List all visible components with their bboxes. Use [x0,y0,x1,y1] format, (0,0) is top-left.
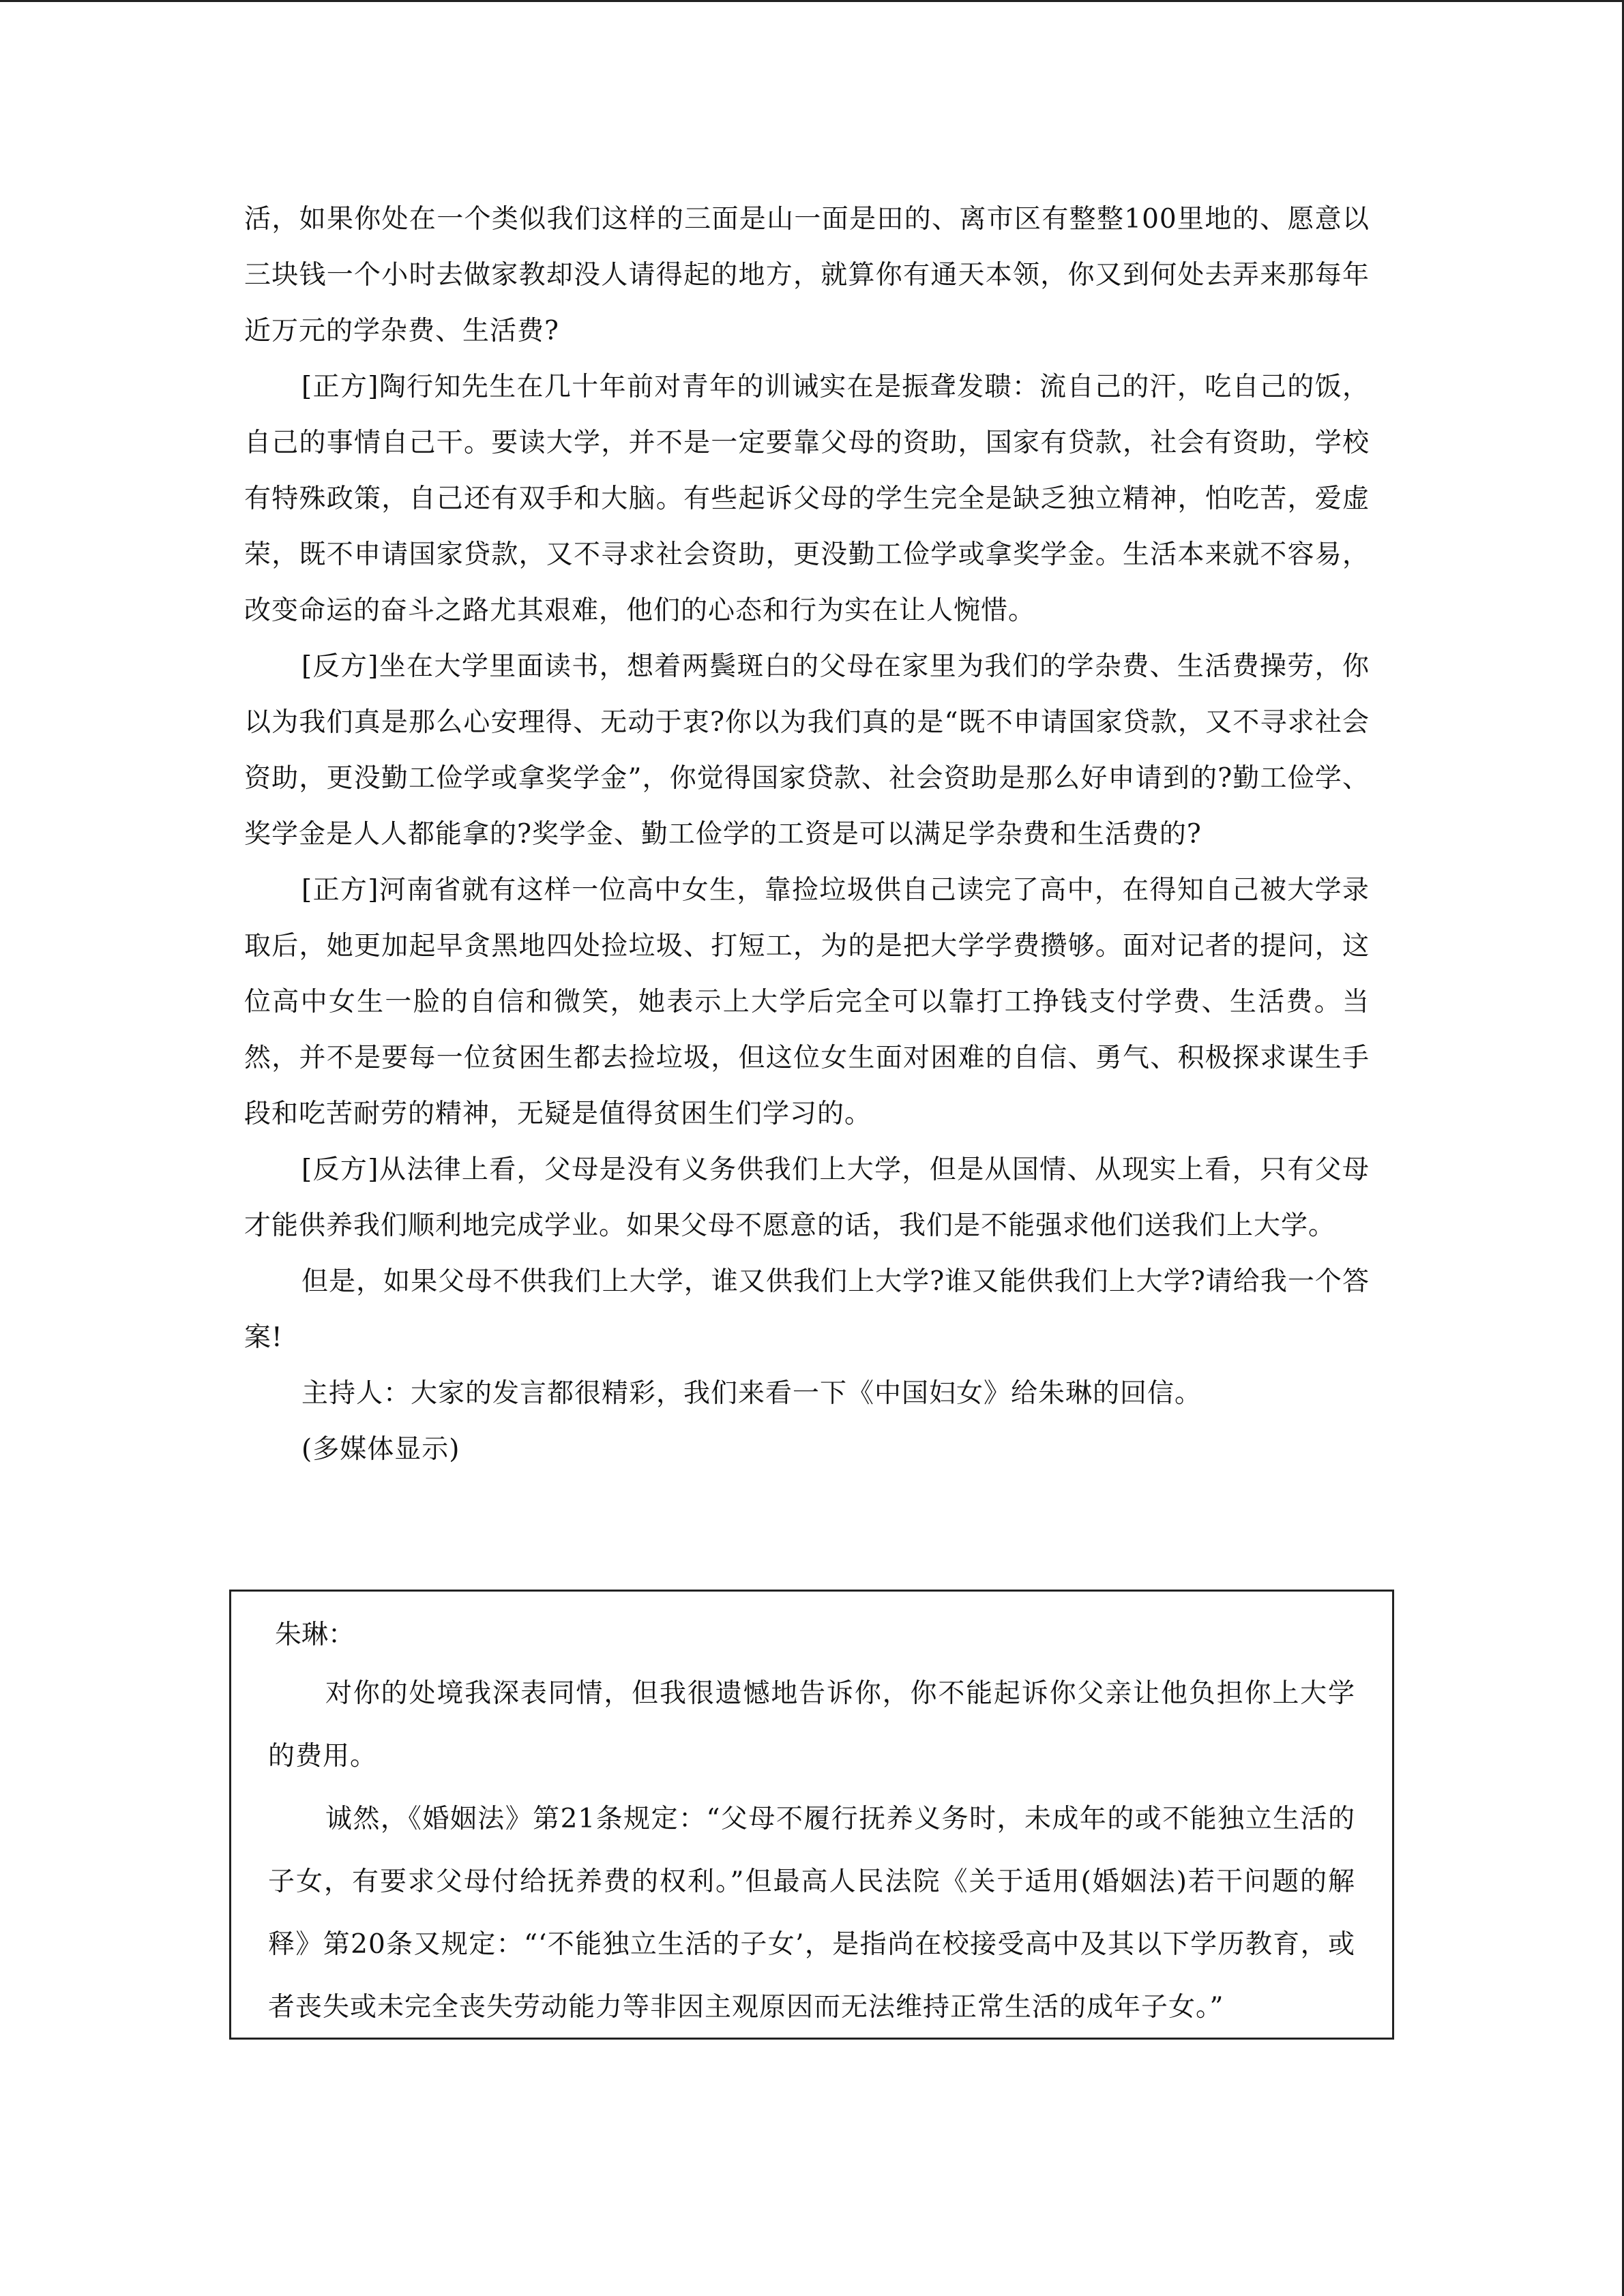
paragraph-con-parents-labor: [反方]坐在大学里面读书，想着两鬓斑白的父母在家里为我们的学杂费、生活费操劳，你以为我们真是那么心安理得、无动于衷?你以为我们真的是“既不申请国家贷款，又不寻求社会资助，更没勤工俭学或拿奖学金”，你觉得国家贷款、社会资助是那么好申请到的?勤工俭学、奖学金是人人都能拿的?奖学金、勤工俭学的工资是可以满足学杂费和生活费的? [244,651,1370,850]
letter-paragraph: 诚然，《婚姻法》第21条规定：“父母不履行抚养义务时，未成年的或不能独立生活的子女，有要求父母付给抚养费的权利。”但最高人民法院《关于适用(婚姻法)若干问题的解释》第20条又规定：“‘不能独立生活的子女’，是指尚在校接受高中及其以下学历教育，或者丧失或未完全丧失劳动能力等非因主观原因而无法维持正常生活的成年子女。” [268,1804,1355,2023]
letter-box [229,1590,1394,2040]
letter-greeting: 朱琳： [275,1620,355,1650]
paragraph-host: 主持人：大家的发言都很精彩，我们来看一下《中国妇女》给朱琳的回信。 [301,1378,1202,1409]
paragraph-pro-henan-student: [正方]河南省就有这样一位高中女生，靠捡垃圾供自己读完了高中，在得知自己被大学录取后，她更加起早贪黑地四处捡垃圾、打短工，为的是把大学学费攒够。面对记者的提问，这位高中女生一脸的自信和微笑，她表示上大学后完全可以靠打工挣钱支付学费、生活费。当然，并不是要每一位贫困生都去捡垃圾，但这位女生面对困难的自信、勇气、积极探求谋生手段和吃苦耐劳的精神，无疑是值得贫困生们学习的。 [244,875,1370,1129]
paragraph-con-question: 但是，如果父母不供我们上大学，谁又供我们上大学?谁又能供我们上大学?请给我一个答案! [244,1266,1370,1353]
paragraph-con-law: [反方]从法律上看，父母是没有义务供我们上大学，但是从国情、从现实上看，只有父母才能供养我们顺利地完成学业。如果父母不愿意的话，我们是不能强求他们送我们上大学。 [244,1154,1370,1241]
paragraph-continuation: 活，如果你处在一个类似我们这样的三面是山一面是田的、离市区有整整100里地的、愿意以三块钱一个小时去做家教却没人请得起的地方，就算你有通天本领，你又到何处去弄来那每年近万元的学杂费、生活费? [244,204,1370,346]
letter-paragraph: 对你的处境我深表同情，但我很遗憾地告诉你，你不能起诉你父亲让他负担你上大学的费用。 [268,1678,1355,1772]
paragraph-pro-tao-xingzhi: [正方]陶行知先生在几十年前对青年的训诫实在是振聋发聩：流自己的汗，吃自己的饭，自己的事情自己干。要读大学，并不是一定要靠父母的资助，国家有贷款，社会有资助，学校有特殊政策，自己还有双手和大脑。有些起诉父母的学生完全是缺乏独立精神，怕吃苦，爱虚荣，既不申请国家贷款，又不寻求社会资助，更没勤工俭学或拿奖学金。生活本来就不容易，改变命运的奋斗之路尤其艰难，他们的心态和行为实在让人惋惜。 [244,372,1370,626]
document-body [244,192,1370,1478]
paragraph-multimedia-note: (多媒体显示) [301,1434,460,1465]
